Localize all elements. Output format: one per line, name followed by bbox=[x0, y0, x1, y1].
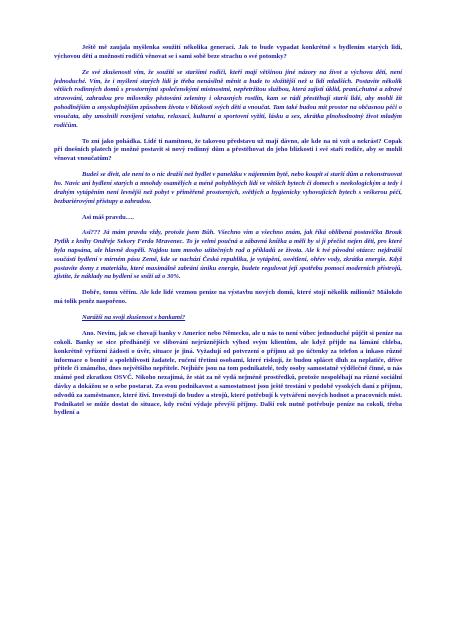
answer-paragraph: Asi??? Já mám pravdu vždy, protože jsem Bůh. Všechno vím a všechno znám, jak říká oblíbená postavička Brouk Pytlík z knihy Ondřeje Sekory Ferda Mravenec. To je velmi poučná a zábavná knížka a měli by si ji přečíst nejen děti, pro které byla napsána, ale hlavně dospělí. Najdou tam mnoho užitečných rad a příkladů ze života. Ale k tvé původní otázce: nejdražší součástí bydlení v mírném pásu Země, kde se nachází Česká republika, je vytápění, osvětlení, ohřev vody, zkrátka energie. Když postavíte domy z materiálu, které maximálně zabrání úniku energie, budete regulovat její spotřebu pomocí moderních přístrojů, zjistíte, že náklady na bydlení se sníží až o 30%. bbox=[54, 229, 402, 281]
document-body bbox=[54, 44, 402, 425]
long-answer-paragraph: Ano. Nevím, jak se chovají banky v Americe nebo Německu, ale u nás to není vůbec jednoduché půjčit si peníze na cokoli. Banky se sice předhánějí ve slibování nejrůznějších výhod svým klientům, ale když přijde na lámání chleba, konkrétně vyřízení žádosti o úvěr, situace je jiná. Vyžadují od potvrzení o příjmu až po účtenky za telefon a inkaso různé informace o bonitě a spolehlivosti žadatele, ručení třetími osobami, které riskují, že budou splácet dluh za neplatiče, dřive přítele či známého, dnes největšího nepřítele. Nejhůře jsou na tom podnikatelé, tedy osoby samostatně výdělečně činné, u nás známé pod zkratkou OSVČ. Nikoho nezajímá, že stát za ně vydá nejméně prostředků, protože nespoléhají na různé sociální dávky a dokážou se o sebe postarat. Za svou podnikavost a samostatnost jsou ještě trestáni v podobě vysokých daní z příjmu, odvodů za zaměstnance, které živí. Investují do budov a strojů, které potřebují k vytváření nových hodnot a pracovních míst. Podnikatel se může dostat do situace, kdy roční výdaje převýší příjmy. Další rok nutně potřebuje peníze na cokoli, třeba bydlení a bbox=[54, 330, 402, 417]
answer-paragraph: Ze své zkušenosti vím, že soužití se staršími rodiči, kteří mají většinou jiné názory na život a výchovu dětí, není jednoduché. Vím, že i myšlení starých lidí je třeba nenásilně měnit a bude to složitější než u lidí mladších. Postavíte několik větších rodinných domů s prostornými společenskými místnostmi, nepřetržitou službou, která zajistí úklid, praní,chutné a zdravé stravování, zahradou pro milovníky pěstování zeleniny i okrasných rostlin, kam se rádi přestěhují starší lidé, aby mohli žít pohodlnějším a smysluplnějším způsobem života v blízkosti svých dětí a vnoučat. Tam také budou mít prostor na občasnou péči o vnoučata, aby umožnili rozvíjení vztahu, relaxaci, kulturní a sportovní vyžití, lásku a sex, zkrátka plnohodnotný život mladým rodičům. bbox=[54, 68, 402, 129]
underlined-question-text: Narážíš na svoji zkušenost s bankami? bbox=[82, 314, 186, 322]
short-reply-paragraph: Asi máš pravdu…. bbox=[82, 213, 134, 221]
question-paragraph: To zní jako pohádka. Lidé ti namítnou, že takovou představu už mají dávno, ale kde na ni vzít a nekrást? Copak při dnešních platech je možné postavit si nový rodinný dům a přestěhovat do jeho blízkosti i své staří rodiče, aby se mohli věnovat vnoučatům? bbox=[54, 137, 402, 163]
underlined-question-paragraph bbox=[54, 314, 402, 323]
question-paragraph: Dobře, tomu věřím. Ale kde lidé vezmou peníze na výstavbu nových domů, které stojí několik milionů? Málokdo má tolik peněz naspořeno. bbox=[54, 289, 402, 306]
question-paragraph: Ještě mě zaujala myšlenka soužití několika generací. Jak to bude vypadat konkrétně s bydlením starých lidí, výchovou dětí a možností rodičů věnovat se i sami sobě beze strachu o své potomky? bbox=[54, 44, 402, 60]
answer-paragraph: Budeš se divit, ale není to o nic dražší než bydlet v paneláku v nájemním bytě, nebo koupit si starší dům a rekonstruovat ho. Navíc ani bydlení starých a mnohdy osamělých a méně pohyblivých lidí ve větších bytech či domech s neekologickým a tedy i drahým vytápěním není levnější než pobyt v přiměřeně prostorných, světlých a hygienicky vyhovujících bytech s veškerou péčí, bezbariérovými přístupy a zahradou. bbox=[54, 171, 402, 205]
